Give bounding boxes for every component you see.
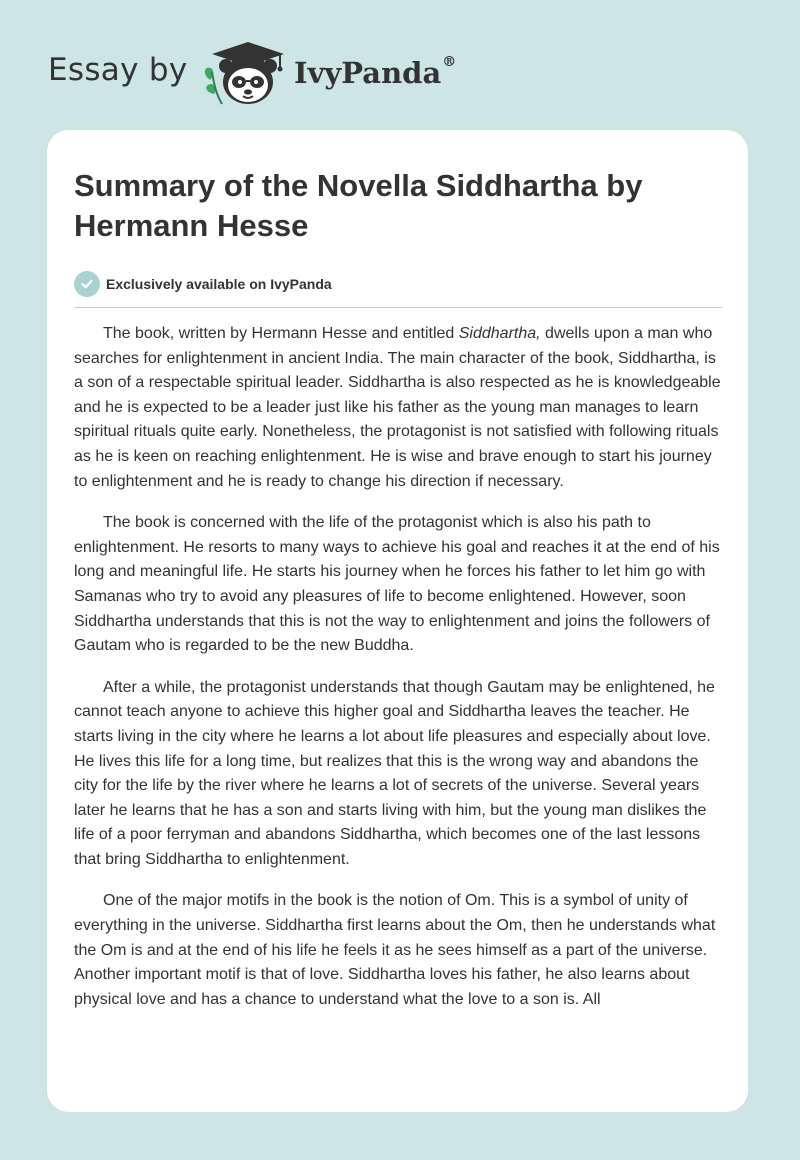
essay-by-label: Essay by xyxy=(48,52,188,88)
panda-graduate-icon[interactable] xyxy=(200,36,292,108)
exclusive-label: Exclusively available on IvyPanda xyxy=(106,276,332,292)
paragraph-1 xyxy=(74,322,722,494)
essay-card xyxy=(47,130,748,1112)
brand-name: IvyPanda xyxy=(294,56,442,90)
book-title-italic: Siddhartha, xyxy=(458,325,541,342)
checkmark-icon xyxy=(74,271,100,297)
paragraph-3: After a while, the protagonist understands that though Gautam may be enlightened, he cannot teach anyone to achieve this higher goal and Siddhartha leaves the teacher. He starts living in the city where he learns a lot about life pleasures and especially about love. He lives this life for a long time, but realizes that this is the wrong way and abandons the city for the life by the river where he learns a lot of secrets of the universe. Several years later he learns that he has a son and starts living with him, but the young man dislikes the life of a poor ferryman and abandons Siddhartha, which becomes one of the last lessons that bring Siddhartha to enlightenment. xyxy=(74,678,715,868)
exclusive-badge xyxy=(74,270,722,298)
paragraph-1-start: The book, written by Hermann Hesse and entitled xyxy=(103,325,459,342)
title-divider xyxy=(74,307,722,308)
paragraph-1-rest: dwells upon a man who searches for enlightenment in ancient India. The main character of the book, Siddhartha, is a son of a respectable spiritual leader. Siddhartha is also respected as he is knowledgeable and he is expected to be a leader just like his father as the young man manages to learn spiritual rituals quite early. Nonetheless, the protagonist is not satisfied with following rituals as he is keen on reaching enlightenment. He is wise and brave enough to start his journey to enlightenment and he is ready to change his direction if necessary. xyxy=(74,325,721,490)
essay-body xyxy=(74,322,722,1012)
paragraph-4: One of the major motifs in the book is the notion of Om. This is a symbol of unity of everything in the universe. Siddhartha first learns about the Om, then he understands what the Om is and at the end of his life he feels it as he sees himself as a part of the universe. Another important motif is that of love. Siddhartha loves his father, he also learns about physical love and has a chance to understand what the love to a son is. All xyxy=(74,892,716,1008)
brand-logo-text[interactable] xyxy=(294,56,456,90)
paragraph-2: The book is concerned with the life of the protagonist which is also his path to enlightenment. He resorts to many ways to achieve his goal and reaches it at the end of his long and meaningful life. He starts his journey when he forces his father to let him go with Samanas who try to avoid any pleasures of life to become enlightened. However, soon Siddhartha understands that this is not the way to enlightenment and joins the followers of Gautam who is regarded to be the new Buddha. xyxy=(74,514,720,655)
registered-mark: ® xyxy=(442,54,457,70)
site-header xyxy=(0,0,800,130)
essay-title: Summary of the Novella Siddhartha by Hermann Hesse xyxy=(74,168,643,243)
